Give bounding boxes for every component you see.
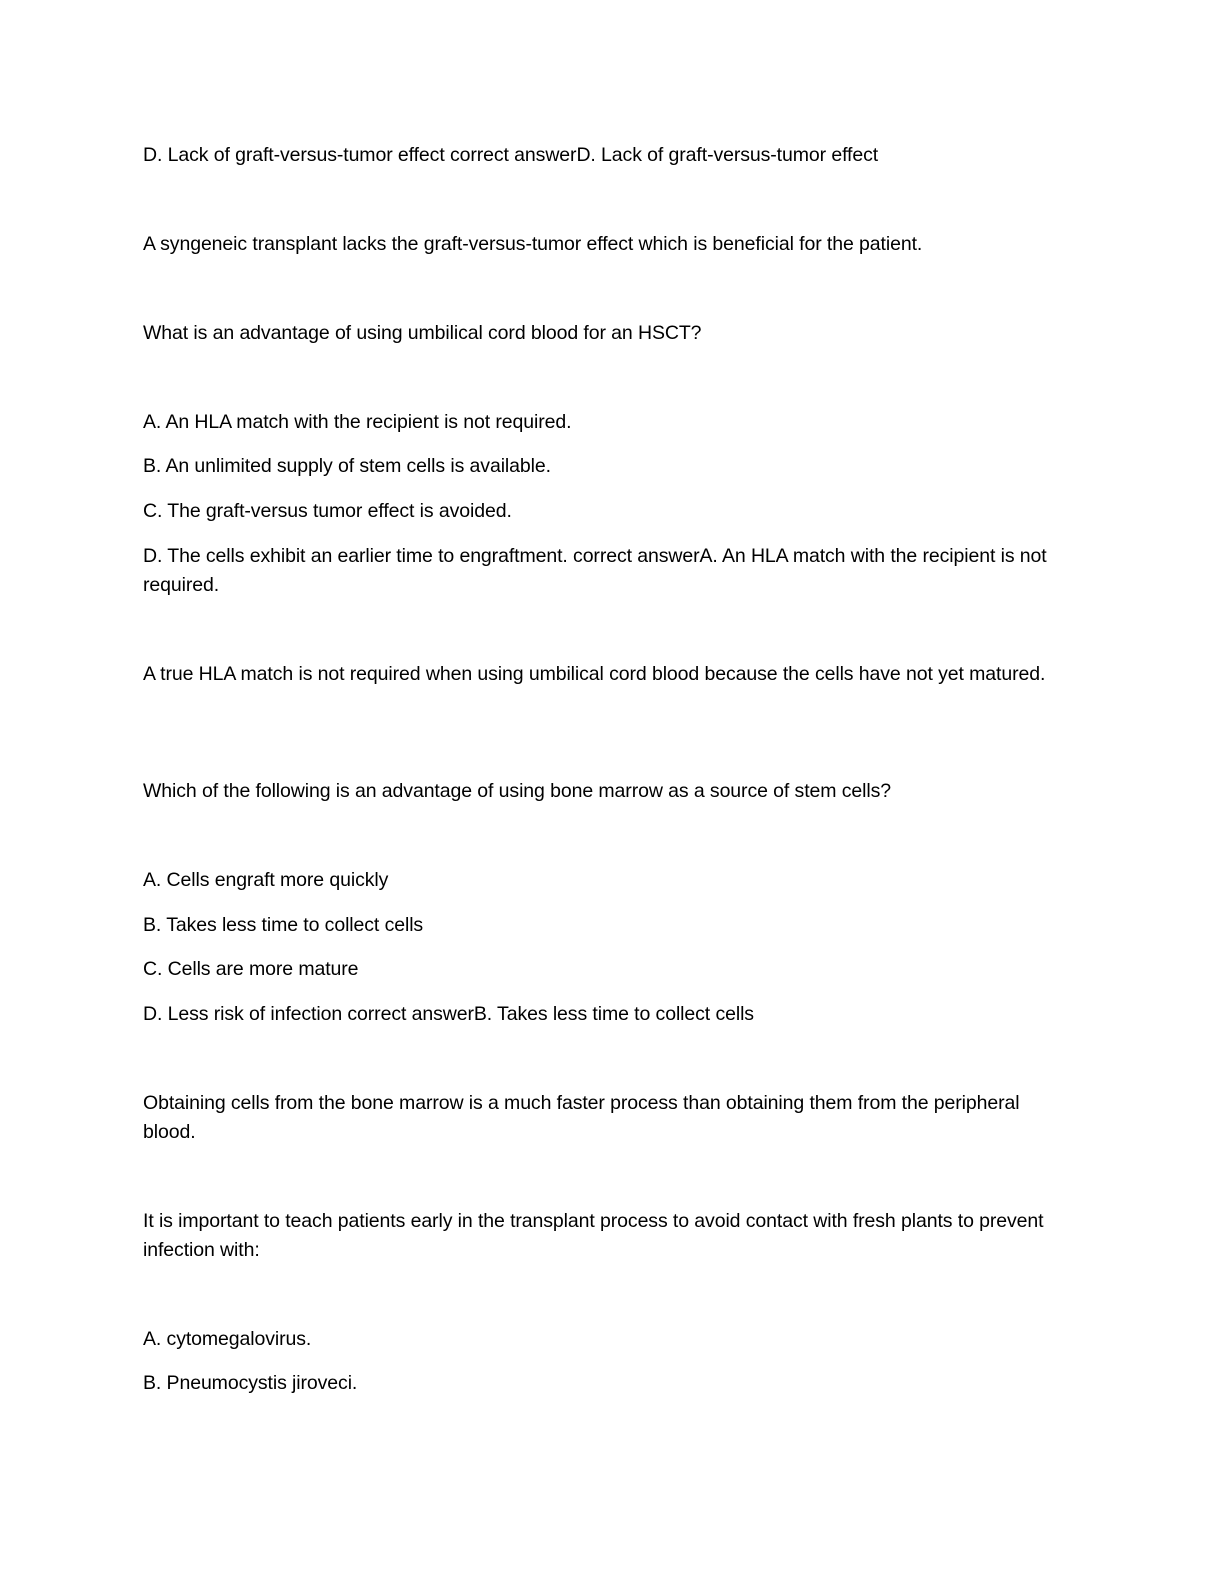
option-paragraph: C. Cells are more mature xyxy=(143,958,359,980)
option-paragraph: A. An HLA match with the recipient is not required. xyxy=(143,411,572,433)
option-answer-paragraph: D. Less risk of infection correct answerB. Takes less time to collect cells xyxy=(143,1003,754,1025)
option-paragraph: A. Cells engraft more quickly xyxy=(143,869,389,891)
explanation-paragraph: Obtaining cells from the bone marrow is a much faster process than obtaining them from the peripheral blood. xyxy=(143,1092,1020,1143)
option-paragraph: A. cytomegalovirus. xyxy=(143,1328,312,1350)
question-paragraph: What is an advantage of using umbilical cord blood for an HSCT? xyxy=(143,322,702,344)
option-paragraph: C. The graft-versus tumor effect is avoided. xyxy=(143,500,512,522)
explanation-paragraph: A syngeneic transplant lacks the graft-versus-tumor effect which is beneficial for the patient. xyxy=(143,233,923,255)
answer-paragraph: D. Lack of graft-versus-tumor effect correct answerD. Lack of graft-versus-tumor effect xyxy=(143,144,879,166)
option-paragraph: B. An unlimited supply of stem cells is available. xyxy=(143,455,551,477)
explanation-paragraph: A true HLA match is not required when using umbilical cord blood because the cells have not yet matured. xyxy=(143,663,1046,685)
option-answer-paragraph: D. The cells exhibit an earlier time to engraftment. correct answerA. An HLA match with the recipient is not required. xyxy=(143,545,1047,596)
option-paragraph: B. Pneumocystis jiroveci. xyxy=(143,1372,358,1394)
question-paragraph: Which of the following is an advantage of using bone marrow as a source of stem cells? xyxy=(143,780,891,802)
question-paragraph: It is important to teach patients early in the transplant process to avoid contact with fresh plants to prevent infection with: xyxy=(143,1210,1044,1261)
option-paragraph: B. Takes less time to collect cells xyxy=(143,914,424,936)
